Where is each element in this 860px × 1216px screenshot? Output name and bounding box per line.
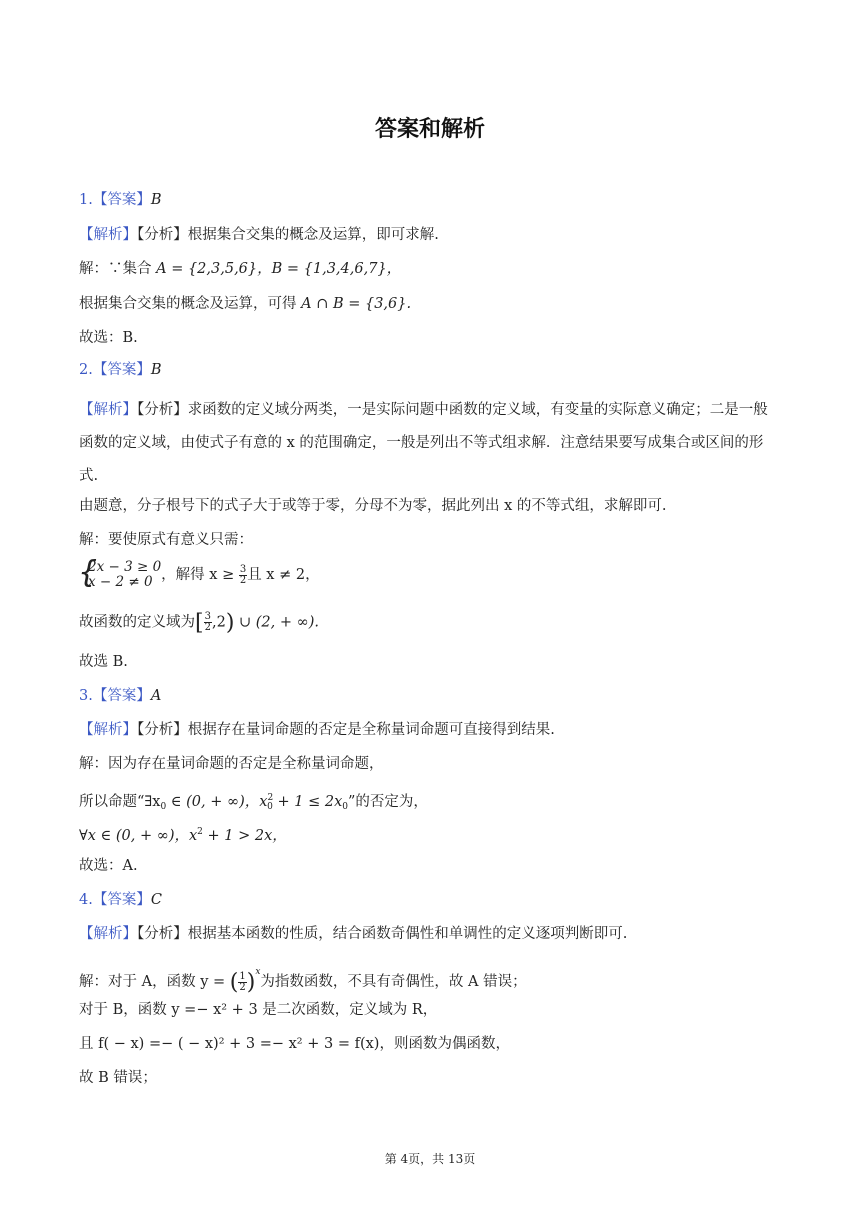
q3-sub-0c: 0 bbox=[342, 802, 349, 812]
q3-answer-num: 3. bbox=[79, 688, 93, 704]
q2-domain-line bbox=[79, 612, 319, 634]
q1-answer-line bbox=[79, 190, 162, 210]
q3-c1: ∀x ∈ (0, + ∞)，x bbox=[79, 828, 198, 844]
q4-line-a bbox=[79, 962, 527, 993]
q2-analysis-tag: 【解析】 bbox=[79, 402, 137, 418]
q4-half-num: 1 bbox=[239, 970, 246, 982]
q3-line-a: 解：因为存在量词命题的否定是全称量词命题， bbox=[79, 756, 384, 772]
q2-answer-num: 2. bbox=[79, 362, 93, 378]
q3-answer-tag: 【答案】 bbox=[92, 688, 151, 704]
q1-conclusion: 故选：B. bbox=[79, 330, 138, 346]
q2-frac-num: 3 bbox=[239, 563, 247, 575]
q1-sol1-prefix: 解：∵集合 bbox=[79, 261, 157, 277]
q3-fenxi-text: 根据存在量词命题的否定是全称量词命题可直接得到结果. bbox=[187, 722, 555, 738]
q1-analysis-line bbox=[79, 225, 439, 245]
q4-line-d: 故 B 错误； bbox=[79, 1070, 157, 1086]
q3-line-c bbox=[79, 822, 287, 846]
q1-answer-num: 1. bbox=[79, 192, 93, 208]
q4-half-den: 2 bbox=[239, 981, 246, 993]
q2-domain-mid: ,2 bbox=[211, 614, 226, 631]
q1-fenxi-text: 根据集合交集的概念及运算，即可求解. bbox=[187, 227, 439, 243]
q1-sol1-math: A = {2,3,5,6}，B = {1,3,4,6,7}， bbox=[156, 261, 402, 277]
q4-answer-line bbox=[79, 890, 162, 910]
right-paren-icon: ) bbox=[225, 610, 235, 636]
q2-sys-bottom: x − 2 ≠ 0 bbox=[88, 574, 153, 590]
q1-analysis-tag: 【解析】 bbox=[79, 227, 137, 243]
q1-solution-line-1 bbox=[79, 259, 401, 279]
q2-domain-prefix: 故函数的定义域为 bbox=[79, 614, 195, 631]
q3-b4: ”的否定为， bbox=[348, 794, 428, 810]
q4-exponent-x: x bbox=[255, 967, 261, 977]
q2-solve-suffix: 且 x ≠ 2， bbox=[247, 567, 320, 583]
q3-b2: ∈ (0, + ∞)，x bbox=[166, 794, 268, 810]
q3-answer-line bbox=[79, 686, 161, 706]
q3-b3: + 1 ≤ 2x bbox=[272, 794, 343, 810]
q2-domain-fraction bbox=[204, 612, 212, 633]
q1-answer-value: B bbox=[150, 192, 162, 208]
q4-fenxi-text: 根据基本函数的性质，结合函数奇偶性和单调性的定义逐项判断即可. bbox=[187, 926, 628, 942]
q3-sup-2: 2 bbox=[267, 793, 274, 803]
q4-half-fraction bbox=[238, 972, 246, 993]
q2-line-b: 解：要使原式有意义只需： bbox=[79, 532, 253, 548]
q2-inequality-system-line bbox=[78, 555, 320, 590]
q4-analysis-tag: 【解析】 bbox=[79, 926, 137, 942]
q2-inequality-system bbox=[78, 555, 162, 590]
q4-answer-tag: 【答案】 bbox=[92, 892, 151, 908]
q3-line-b bbox=[79, 788, 428, 817]
q3-conclusion: 故选：A. bbox=[79, 858, 138, 874]
q2-fenxi-tag: 【分析】 bbox=[137, 402, 188, 418]
q2-frac-den: 2 bbox=[239, 574, 247, 586]
q3-b1: 所以命题“∃x bbox=[79, 794, 161, 810]
left-bracket-icon: [ bbox=[195, 610, 204, 636]
q1-solution-line-2 bbox=[79, 294, 411, 314]
q2-domain-frac-den: 2 bbox=[204, 622, 211, 633]
q2-answer-value: B bbox=[150, 362, 162, 378]
q3-sub-0a: 0 bbox=[160, 802, 167, 812]
q1-fenxi-tag: 【分析】 bbox=[137, 227, 188, 243]
q1-sol2-math: A ∩ B = {3,6}. bbox=[301, 296, 412, 312]
q2-answer-tag: 【答案】 bbox=[92, 362, 151, 378]
q2-answer-line bbox=[79, 360, 162, 380]
q2-solve-prefix: ，解得 x ≥ bbox=[161, 567, 239, 583]
q2-domain-frac-num: 3 bbox=[204, 611, 211, 622]
q3-c2: + 1 > 2x， bbox=[202, 828, 287, 844]
q2-fenxi-text: 求函数的定义域分两类，一是实际问题中函数的定义域，有变量的实际意义确定；二是一般函数的定义域，由使式子有意的 x 的范围确定，一般是列出不等式组求解．注意结果要写成集合或区间的形式. bbox=[79, 402, 768, 484]
q2-sys-top: 2x − 3 ≥ 0 bbox=[88, 559, 162, 575]
q4-line-b: 对于 B，函数 y =− x² + 3 是二次函数，定义域为 R， bbox=[79, 1002, 438, 1018]
q4-line-c: 且 f( − x) =− ( − x)² + 3 =− x² + 3 = f(x)，则函数为偶函数， bbox=[79, 1036, 510, 1052]
q3-sub-0b: 0 bbox=[267, 802, 273, 812]
q4-a1: 解：对于 A，函数 y = bbox=[79, 974, 230, 990]
q4-a2: 为指数函数，不具有奇偶性，故 A 错误； bbox=[260, 974, 527, 990]
q2-conclusion: 故选 B. bbox=[79, 654, 128, 670]
page-footer: 第 4页，共 13页 bbox=[384, 1152, 476, 1166]
q3-analysis-tag: 【解析】 bbox=[79, 722, 137, 738]
q1-sol2-prefix: 根据集合交集的概念及运算，可得 bbox=[79, 296, 302, 312]
right-paren-icon-2: ) bbox=[246, 970, 256, 995]
q3-analysis-line bbox=[79, 720, 555, 740]
q3-fenxi-tag: 【分析】 bbox=[137, 722, 188, 738]
q2-analysis-paragraph bbox=[79, 394, 779, 493]
q1-answer-tag: 【答案】 bbox=[92, 192, 151, 208]
q4-answer-num: 4. bbox=[79, 892, 93, 908]
page-title: 答案和解析 bbox=[374, 117, 485, 142]
q4-fenxi-tag: 【分析】 bbox=[137, 926, 188, 942]
brace-icon: { bbox=[78, 555, 98, 590]
q4-answer-value: C bbox=[150, 892, 162, 908]
q4-analysis-line bbox=[79, 924, 627, 944]
left-paren-icon: ( bbox=[229, 970, 239, 995]
q2-fraction bbox=[239, 565, 247, 586]
q2-line-a: 由题意，分子根号下的式子大于或等于零，分母不为零，据此列出 x 的不等式组，求解即可. bbox=[79, 498, 667, 514]
q3-answer-value: A bbox=[150, 688, 162, 704]
q3-c-sup-2: 2 bbox=[197, 827, 203, 837]
q2-domain-suffix: ∪ (2, + ∞). bbox=[234, 614, 319, 631]
